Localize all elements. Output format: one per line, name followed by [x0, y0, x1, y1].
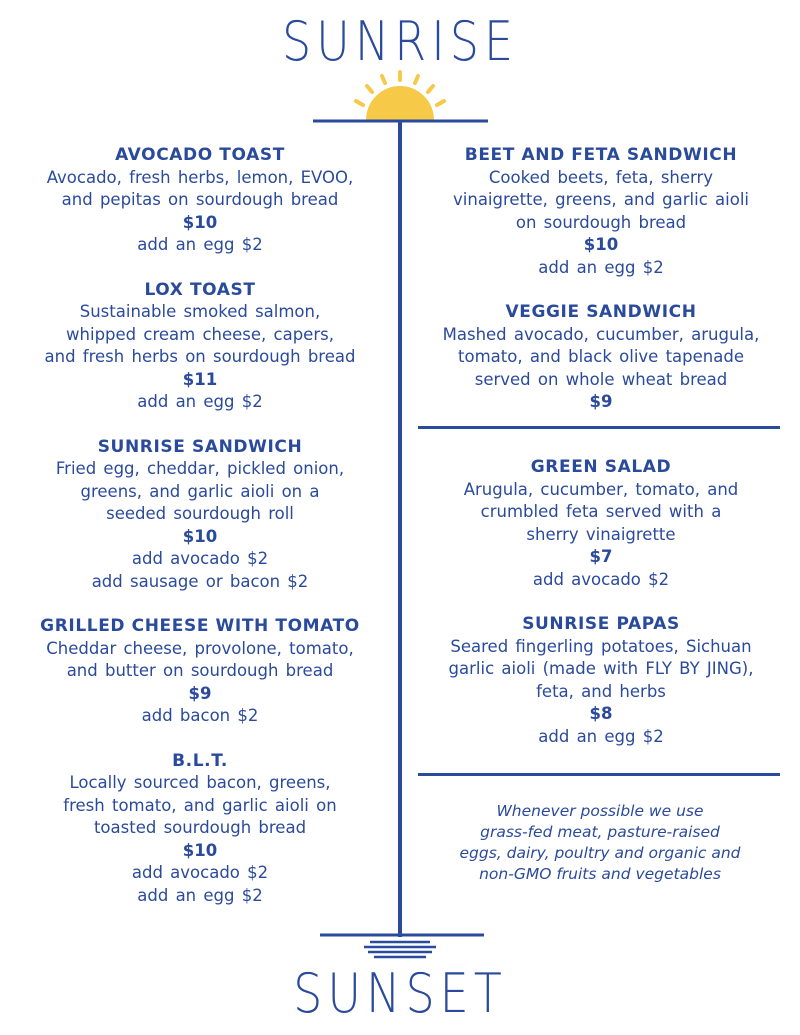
water-lines-icon: [364, 942, 436, 957]
item-description-line: and fresh herbs on sourdough bread: [44, 347, 356, 366]
brand-title-sunset: SUNSET: [293, 961, 507, 1025]
item-name: B.L.T.: [172, 750, 228, 771]
section-divider: [418, 426, 780, 429]
item-description-line: garlic aioli (made with FLY BY JING),: [448, 659, 754, 678]
item-addon: add an egg $2: [538, 726, 664, 746]
menu-column-right-lower: [420, 456, 782, 748]
menu-column-left: [20, 144, 380, 907]
item-spacer: [420, 279, 782, 301]
item-name: VEGGIE SANDWICH: [505, 302, 697, 322]
item-addon: add sausage or bacon $2: [91, 571, 309, 591]
item-name: LOX TOAST: [144, 279, 256, 300]
item-description-line: Fried egg, cheddar, pickled onion,: [55, 459, 345, 478]
menu-item: [420, 301, 782, 414]
brand-title-sunrise: SUNRISE: [281, 9, 519, 73]
menu-item: [420, 144, 782, 279]
item-price: $9: [188, 683, 212, 703]
item-description-line: sherry vinaigrette: [526, 524, 676, 544]
note-line: non-GMO fruits and vegetables: [479, 865, 721, 883]
section-divider: [418, 773, 780, 776]
item-description-line: tomato, and black olive tapenade: [458, 347, 744, 366]
item-name: GRILLED CHEESE WITH TOMATO: [40, 616, 360, 636]
item-description-line: seeded sourdough roll: [106, 504, 294, 523]
item-description-line: fresh tomato, and garlic aioli on: [63, 795, 337, 815]
sourcing-note: [430, 801, 770, 885]
item-name: SUNRISE SANDWICH: [97, 436, 303, 457]
item-description-line: and pepitas on sourdough bread: [61, 190, 339, 209]
item-description-line: Seared fingerling potatoes, Sichuan: [450, 636, 752, 656]
item-name: BEET AND FETA SANDWICH: [464, 145, 738, 165]
item-price: $8: [589, 704, 613, 723]
item-addon: add avocado $2: [532, 569, 670, 589]
item-name: GREEN SALAD: [530, 457, 672, 477]
item-spacer: [20, 728, 380, 750]
menu-item: [20, 436, 380, 594]
item-price: $10: [182, 526, 218, 546]
menu-item: [20, 144, 380, 257]
item-description-line: feta, and herbs: [536, 681, 666, 701]
item-description-line: Locally sourced bacon, greens,: [69, 773, 331, 792]
item-description-line: crumbled feta served with a: [480, 502, 722, 521]
menu-column-right: [420, 144, 782, 414]
note-line: grass-fed meat, pasture-raised: [480, 823, 720, 841]
item-description-line: Avocado, fresh herbs, lemon, EVOO,: [46, 167, 354, 187]
item-description-line: vinaigrette, greens, and garlic aioli: [453, 190, 749, 209]
item-description-line: Arugula, cucumber, tomato, and: [463, 479, 739, 499]
menu-item: [420, 613, 782, 748]
item-addon: add bacon $2: [141, 706, 259, 725]
item-price: $10: [583, 235, 619, 254]
item-spacer: [20, 257, 380, 279]
item-addon: add avocado $2: [131, 863, 269, 882]
item-price: $11: [182, 369, 218, 389]
item-addon: add avocado $2: [131, 549, 269, 568]
menu-item: [20, 750, 380, 908]
note-line: Whenever possible we use: [496, 802, 704, 820]
item-description-line: on sourdough bread: [515, 212, 687, 232]
item-description-line: Cooked beets, feta, sherry: [488, 167, 714, 187]
menu-item: [20, 615, 380, 728]
menu-item: [20, 279, 380, 414]
item-description-line: whipped cream cheese, capers,: [66, 324, 334, 344]
item-spacer: [20, 593, 380, 615]
item-description-line: and butter on sourdough bread: [66, 661, 334, 680]
menu-item: [420, 456, 782, 591]
item-addon: add an egg $2: [137, 235, 263, 254]
sun-icon: [356, 72, 444, 120]
note-line: eggs, dairy, poultry and organic and: [459, 844, 741, 862]
item-spacer: [420, 591, 782, 613]
item-name: SUNRISE PAPAS: [522, 614, 680, 634]
item-description-line: greens, and garlic aioli on a: [80, 481, 320, 501]
item-addon: add an egg $2: [538, 257, 664, 277]
item-price: $10: [182, 212, 218, 232]
item-price: $7: [589, 547, 613, 566]
item-price: $9: [589, 392, 613, 411]
item-name: AVOCADO TOAST: [115, 145, 285, 165]
item-price: $10: [182, 840, 218, 860]
item-description-line: Sustainable smoked salmon,: [79, 302, 321, 321]
item-description-line: toasted sourdough bread: [93, 818, 307, 837]
item-description-line: Mashed avocado, cucumber, arugula,: [442, 324, 760, 344]
item-addon: add an egg $2: [137, 392, 263, 411]
item-addon: add an egg $2: [137, 885, 263, 905]
item-description-line: Cheddar cheese, provolone, tomato,: [46, 638, 354, 658]
item-description-line: served on whole wheat bread: [474, 369, 728, 389]
item-spacer: [20, 414, 380, 436]
